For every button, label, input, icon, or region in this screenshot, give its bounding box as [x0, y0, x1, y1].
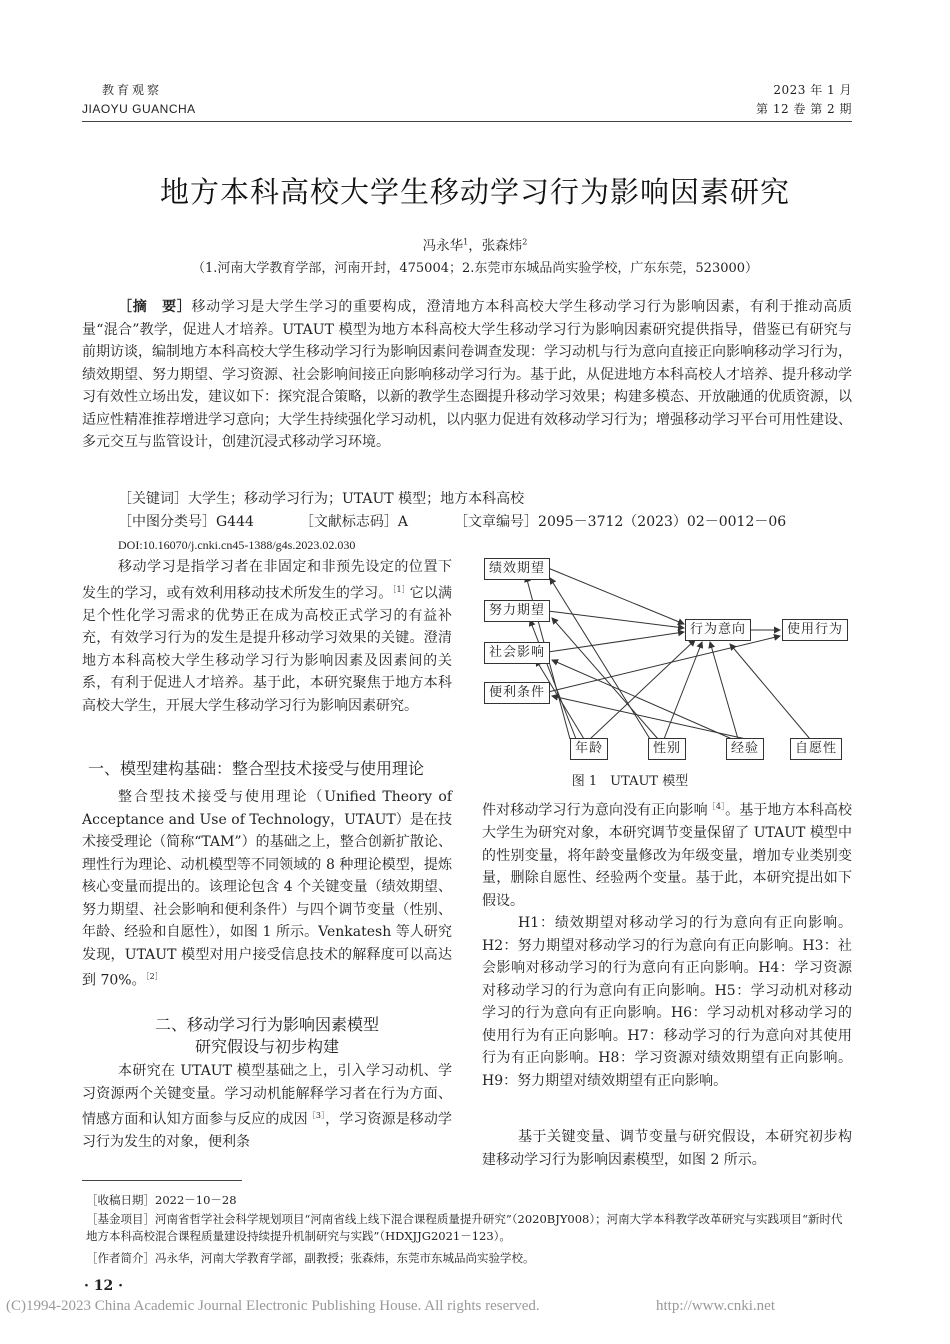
- ref-4: ［4］: [707, 802, 726, 811]
- arrow-social-intent: [548, 632, 684, 652]
- utaut-figure: [480, 556, 852, 766]
- hypotheses-paragraph: H1：绩效期望对移动学习的行为意向有正向影响。H2：努力期望对移动学习的行为意向有正向影响。H3：社会影响对移动学习的行为意向有正向影响。H4：学习资源对移动学习的行为意向有正向影响。H5：学习动机对移动学习的行为意向有正向影响。H6：学习动机对移动学习的使用行为有正向影响。H7：移动学习的行为意向对其使用行为有正向影响。H8：学习资源对绩效期望有正向影响。H9：努力期望对绩效期望有正向影响。: [482, 915, 852, 1089]
- doi: DOI:10.16070/j.cnki.cn45-1388/g4s.2023.02.030: [118, 538, 356, 552]
- header-rule: [82, 121, 852, 122]
- right-text-1: 件对移动学习行为意向没有正向影响: [482, 802, 708, 819]
- model-paragraph: [82, 1060, 452, 1154]
- node-behavioral-intention: 行为意向: [685, 619, 751, 641]
- arrow-gender-effort: [552, 618, 658, 739]
- fund-note: [86, 1211, 852, 1245]
- node-experience: 经验: [726, 738, 764, 760]
- node-effort-expectancy: 努力期望: [484, 600, 550, 622]
- abstract-label: ［摘 要］: [118, 299, 192, 315]
- node-facilitating-conditions: 便利条件: [484, 682, 550, 704]
- arrow-vol-intent: [730, 644, 810, 739]
- keywords: [118, 488, 852, 511]
- model-text-rest: ，学习资源是移动学习行为发生的对象，便利条: [82, 1111, 453, 1151]
- author-note-value: 冯永华，河南大学教育学部，副教授；张森炜，东莞市东城品尚实验学校。: [155, 1251, 535, 1265]
- author-1: 冯永华: [422, 238, 464, 254]
- right-paragraph-1: [482, 796, 852, 912]
- clc-label: ［中图分类号］: [118, 514, 216, 530]
- doc-code-value: A: [397, 514, 409, 530]
- received-label: ［收稿日期］: [86, 1193, 155, 1207]
- article-no-label: ［文章编号］: [454, 514, 539, 530]
- node-social-influence: 社会影响: [484, 642, 550, 664]
- keywords-text: 大学生；移动学习行为；UTAUT 模型；地方本科高校: [188, 491, 525, 507]
- authors: [0, 234, 950, 254]
- author-note-label: ［作者简介］: [86, 1251, 155, 1265]
- journal-name-cn: 教育观察: [102, 83, 163, 97]
- article-no-value: 2095－3712（2023）02－0012－06: [538, 514, 787, 530]
- issue-volume: 第 12 卷 第 2 期: [756, 102, 852, 116]
- abstract-text: 移动学习是大学生学习的重要构成，澄清地方本科高校大学生移动学习行为影响因素，有利于推动高质量“混合”教学，促进人才培养。UTAUT 模型为地方本科高校大学生移动学习行为影响因素研究提供指导，借鉴已有研究与前期访谈，编制地方本科高校大学生移动学习行为影响因素问卷调查发现：学习动机与行为意向直接正向影响移动学习行为，绩效期望、努力期望、学习资源、社会影响间接正向影响移动学习行为。基于此，从促进地方本科高校人才培养、提升移动学习有效性立场出发，建议如下：探究混合策略，以新的教学生态圈提升移动学习效果；构建多模态、开放融通的优质资源，以适应性精准推荐增进学习意向；大学生持续强化学习动机，以内驱力促进有效移动学习行为；增强移动学习平台可用性建设、多元交互与监管设计，创建沉浸式移动学习环境。: [82, 299, 853, 450]
- intro-text: 移动学习是指学习者在非固定和非预先设定的位置下发生的学习，或有效利用移动技术所发生的学习。: [82, 559, 452, 602]
- intro-paragraph: [82, 556, 452, 717]
- article-title: 地方本科高校大学生移动学习行为影响因素研究: [159, 175, 790, 209]
- model-text: 本研究在 UTAUT 模型基础之上，引入学习动机、学习资源两个关键变量。学习动机能解释学习者在行为方面、情感方面和认知方面参与反应的成因: [82, 1063, 452, 1128]
- node-voluntariness: 自愿性: [790, 738, 842, 760]
- right-text-1-rest: 。基于地方本科高校大学生为研究对象，本研究调节变量保留了 UTAUT 模型中的性别变量，将年龄变量修改为年级变量，增加专业类别变量，删除自愿性、经验两个变量。基于此，本研究提出如下假设。: [482, 802, 853, 909]
- doc-code-label: ［文献标志码］: [299, 514, 398, 530]
- classification-row: [118, 511, 852, 534]
- footnote-rule: [82, 1180, 242, 1181]
- node-use-behavior: 使用行为: [782, 619, 848, 641]
- section-2-heading-line1: 二、移动学习行为影响因素模型: [154, 1015, 379, 1034]
- page-number: · 12 ·: [84, 1278, 123, 1294]
- node-age: 年龄: [570, 738, 608, 760]
- author-2: 张森炜: [481, 238, 523, 254]
- clc-value: G444: [216, 514, 254, 530]
- ref-2: ［2］: [145, 972, 163, 981]
- affiliations: （1.河南大学教育学部，河南开封，475004；2.东莞市东城品尚实验学校，广东东莞，523000）: [191, 261, 759, 276]
- abstract: [82, 296, 852, 454]
- received-date: [86, 1192, 852, 1209]
- author-2-sup: 2: [522, 237, 528, 247]
- cnki-url-watermark: http://www.cnki.net: [656, 1298, 776, 1314]
- fund-value: 河南省哲学社会科学规划项目“河南省线上线下混合课程质量提升研究”（2020BJY008）；河南大学本科教学改革研究与实践项目“新时代地方本科高校混合课程质量建设持续提升机制研究与实践”（HDXJJG2021－123）。: [86, 1212, 843, 1243]
- right-paragraph-3: 基于关键变量、调节变量与研究假设，本研究初步构建移动学习行为影响因素模型，如图 2 所示。: [482, 1129, 852, 1168]
- utaut-paragraph: [82, 786, 452, 992]
- arrow-effort-intent: [548, 611, 684, 628]
- node-performance-expectancy: 绩效期望: [484, 558, 550, 580]
- received-value: 2022－10－28: [155, 1193, 237, 1207]
- arrow-facil-use: [548, 636, 780, 692]
- node-gender: 性别: [648, 738, 686, 760]
- intro-text-rest: 它以满足个性化学习需求的优势正在成为高校正式学习的有益补充，有效学习行为的发生是提升移动学习效果的关键。澄清地方本科高校大学生移动学习行为影响因素及因素间的关系，有利于促进人才培养。基于此，本研究聚焦于地方本科高校大学生，开展大学生移动学习行为影响因素研究。: [82, 585, 453, 714]
- arrow-exp-social: [552, 660, 732, 739]
- arrow-exp-intent: [710, 642, 738, 739]
- author-separator: ，: [468, 238, 482, 254]
- copyright-watermark: (C)1994-2023 China Academic Journal Electronic Publishing House. All rights reserved.: [6, 1298, 540, 1314]
- keywords-label: ［关键词］: [118, 491, 188, 507]
- section-2-heading-line2: 研究假设与初步构建: [194, 1037, 339, 1056]
- utaut-text: 整合型技术接受与使用理论（Unified Theory of Acceptance and Use of Technology，UTAUT）是在技术接受理论（简称“TAM”）的基础之上，整合创新扩散论、理性行为理论、动机模型等不同领域的 8 种理论模型，提炼核心变量而提出的。该理论包含 4 个关键变量（绩效期望、努力期望、社会影响和便利条件）与四个调节变量（性别、年龄、经验和自愿性），如图 1 所示。Venkatesh 等人研究发现，UTAUT 模型对用户接受信息技术的解释度可以高达到 70%。: [82, 789, 452, 989]
- fund-label: ［基金项目］: [86, 1212, 155, 1226]
- figure-caption: 图 1 UTAUT 模型: [571, 774, 689, 789]
- section-1-heading: 一、模型建构基础：整合型技术接受与使用理论: [88, 759, 425, 778]
- arrow-gender-intent: [664, 642, 702, 739]
- ref-1: ［1］: [392, 584, 410, 594]
- issue-date: 2023 年 1 月: [773, 83, 852, 97]
- author-1-sup: 1: [463, 237, 469, 247]
- ref-3: ［3］: [307, 1111, 326, 1120]
- arrow-perf-intent: [548, 568, 684, 624]
- journal-name-en: JIAOYU GUANCHA: [82, 102, 196, 116]
- author-note: [86, 1250, 852, 1267]
